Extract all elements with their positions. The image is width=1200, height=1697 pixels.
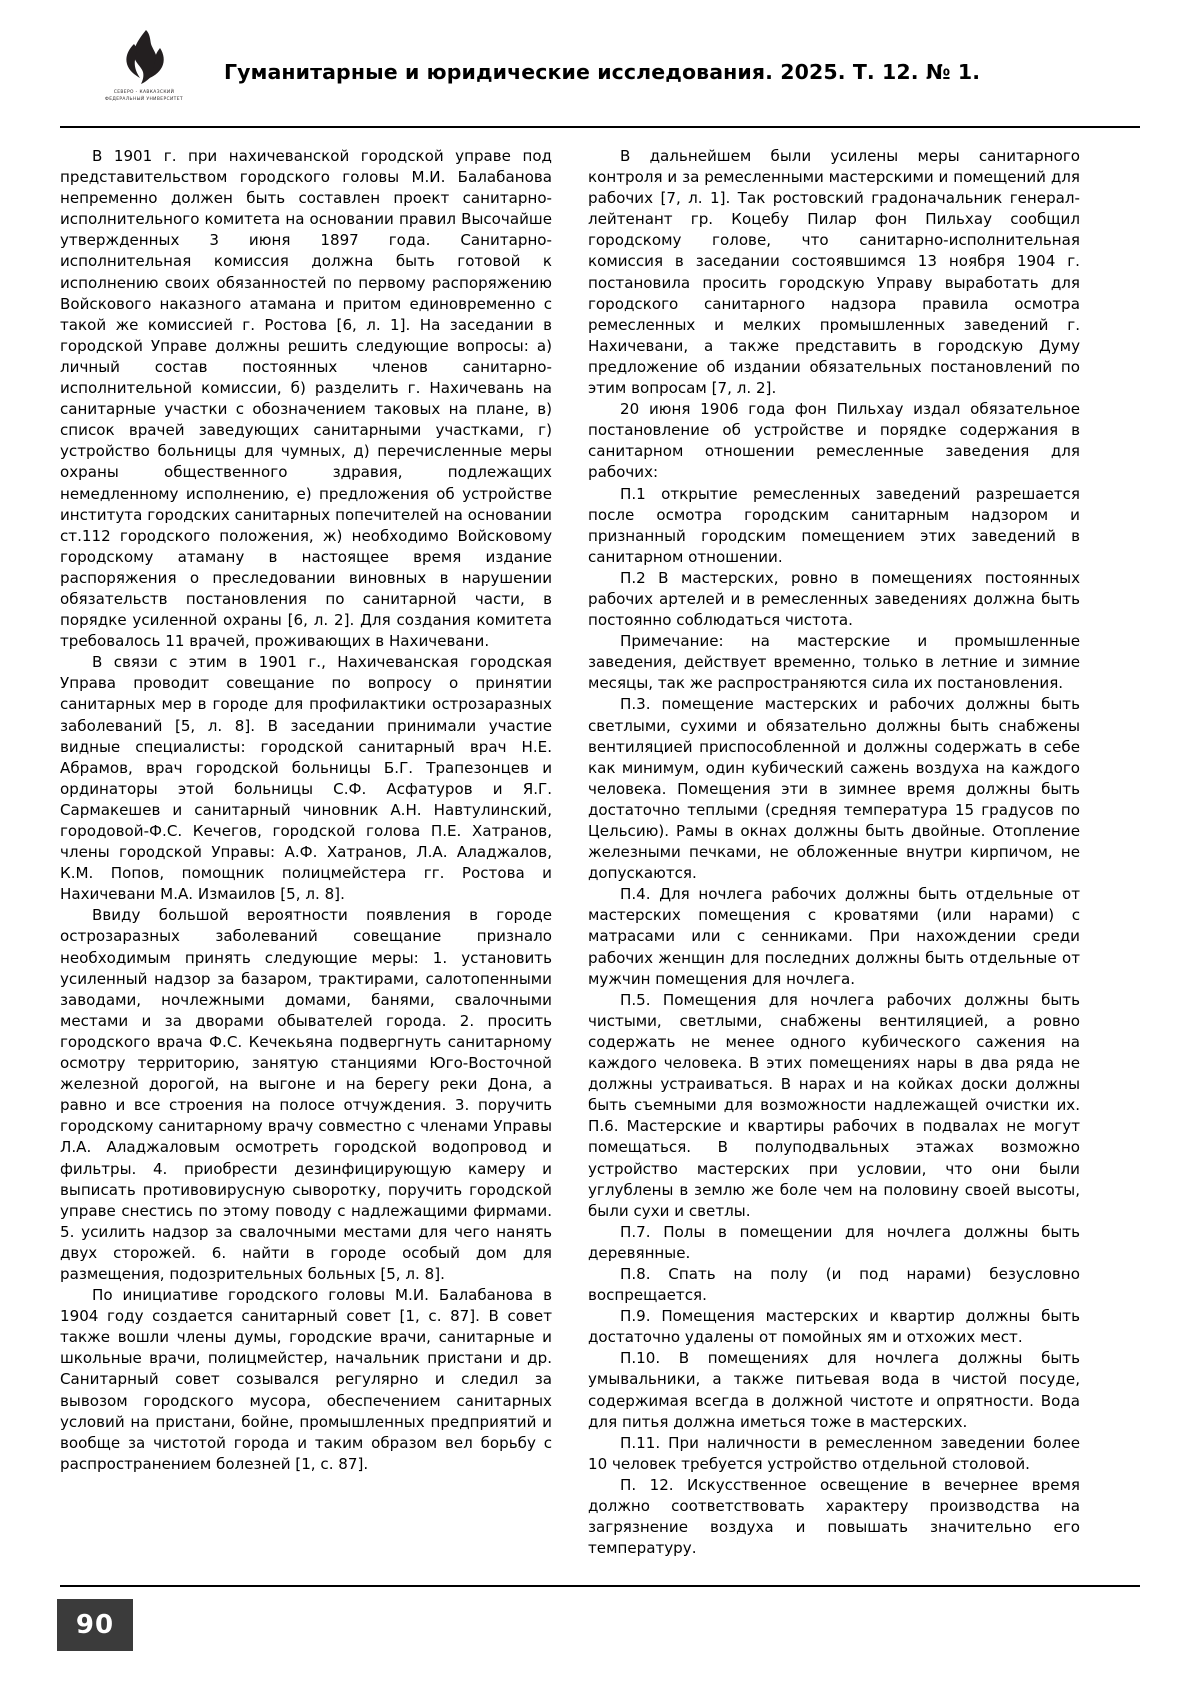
page-header: [0, 0, 1200, 118]
paragraph: В связи с этим в 1901 г., Нахичеванская городская Управа проводит совещание по вопросу о принятии санитарных мер в городе для профилактики острозаразных заболеваний [5, л. 8]. В заседании принимали участие видные специалисты: городской санитарный врач Н.Е. Абрамов, врач городской больницы Б.Г. Трапезонцев и ординаторы этой больницы С.Ф. Асфатуров и Я.Г. Сармакешев и санитарный чиновник А.Н. Навтулинский, городовой-Ф.С. Кечегов, городской голова П.Е. Хатранов, члены городской Управы: А.Ф. Хатранов, Л.А. Аладжалов, К.М. Попов, помощник полицмейстера гг. Ростова и Нахичевани М.А. Измаилов [5, л. 8].: [60, 653, 552, 904]
paragraph: П.8. Спать на полу (и под нарами) безусловно воспрещается.: [588, 1264, 1080, 1305]
logo-caption: [92, 90, 196, 103]
journal-title: Гуманитарные и юридические исследования. 2025. Т. 12. № 1.: [224, 60, 981, 84]
page-number: 90: [57, 1599, 133, 1651]
paragraph: П.5. Помещения для ночлега рабочих должны быть чистыми, светлыми, снабжены вентиляцией, а ровно содержать не менее одного кубического сажения на каждого человека. В этих помещениях нары в два ряда не должны устраиваться. В нарах и на койках доски должны быть съемными для возможности надлежащей очистки их. П.6. Мастерские и квартиры рабочих в подвалах не могут помещаться. В полуподвальных этажах возможно устройство мастерских при условии, что они были углублены в землю же боле чем на половину своей высоты, были сухи и светлы.: [588, 990, 1080, 1220]
paragraph: Примечание: на мастерские и промышленные заведения, действует временно, только в летние и зимние месяцы, так же распространяются сила их постановления.: [588, 632, 1080, 693]
paragraph: Ввиду большой вероятности появления в городе острозаразных заболеваний совещание признало необходимым принять следующие меры: 1. установить усиленный надзор за базаром, трактирами, салотопенными заводами, ночлежными домами, банями, свалочными местами и за дворами обывателей города. 2. просить городского врача Ф.С. Кечекьяна подвергнуть санитарному осмотру территорию, занятую станциями Юго-Восточной железной дорогой, на выгоне и на берегу реки Дона, а равно и все строения на полосе отчуждения. 3. поручить городскому санитарному врачу совместно с членами Управы Л.А. Аладжаловым осмотреть городской водопровод и фильтры. 4. приобрести дезинфицирующую камеру и выписать противовирусную сыворотку, поручить городской управе снестись по этому поводу с надлежащими фирмами. 5. усилить надзор за свалочными местами для чего нанять двух сторожей. 6. найти в городе особый дом для размещения, подозрительных больных [5, л. 8].: [60, 906, 552, 1283]
footer-divider: [60, 1585, 1140, 1587]
right-column: [588, 146, 1080, 1558]
paragraph: П.11. При наличности в ремесленном заведении более 10 человек требуется устройство отдельной столовой.: [588, 1433, 1080, 1473]
paragraph: П.4. Для ночлега рабочих должны быть отдельные от мастерских помещения с кроватями (или нарами) с матрасами или с сенниками. При нахождении среди рабочих женщин для последних должны быть отдельные от мужчин помещения для ночлега.: [588, 885, 1080, 988]
paragraph: В 1901 г. при нахичеванской городской управе под представительством городского головы М.И. Балабанова непременно должен быть составлен проект санитарно-исполнительного комитета на основании правил Высочайше утвержденных 3 июня 1897 года. Санитарно-исполнительная комиссия должна быть готовой к исполнению своих обязанностей по первому распоряжению Войскового наказного атамана и притом единовременно с такой же комиссией г. Ростова [6, л. 1]. На заседании в городской Управе должны решить следующие вопросы: а) личный состав постоянных членов санитарно-исполнительной комиссии, б) разделить г. Нахичевань на санитарные участки с обозначением таковых на плане, в) список врачей заведующих санитарными участками, г) устройство больницы для чумных, д) перечисленные меры охраны общественного здравия, подлежащих немедленному исполнению, е) предложения об устройстве института городских санитарных попечителей на основании ст.112 городского положения, ж) необходимо Войсковому городскому атаману в настоящее время издание распоряжения о преследовании виновных в нарушении обязательств постановления по санитарной части, в порядке усиленной охраны [6, л. 2]. Для создания комитета требовалось 11 врачей, проживающих в Нахичевани.: [60, 147, 552, 651]
paragraph: П. 12. Искусственное освещение в вечернее время должно соответствовать характеру производства на загрязнение воздуха и повышать значительно его температуру.: [588, 1475, 1080, 1558]
paragraph: П.7. Полы в помещении для ночлега должны быть деревянные.: [588, 1222, 1080, 1262]
left-column: [60, 146, 552, 1538]
paragraph: П.1 открытие ремесленных заведений разрешается после осмотра городским санитарным надзором и признанный городским помещением этих заведений в санитарном отношении.: [588, 484, 1080, 566]
logo-caption-line2: ФЕДЕРАЛЬНЫЙ УНИВЕРСИТЕТ: [105, 96, 183, 102]
university-logo: [92, 28, 196, 116]
paragraph: П.3. помещение мастерских и рабочих должны быть светлыми, сухими и обязательно должны быть снабжены вентиляцией приспособленной и должны содержать в себе как минимум, один кубический сажень воздуха на каждого человека. Помещения эти в зимнее время должны быть достаточно теплыми (средняя температура 15 градусов по Цельсию). Рамы в окнах должны быть двойные. Отопление железными печками, не обложенные внутри кирпичом, не допускаются.: [588, 695, 1080, 883]
paragraph: В дальнейшем были усилены меры санитарного контроля и за ремесленными мастерскими и помещений для рабочих [7, л. 1]. Так ростовский градоначальник генерал-лейтенант гр. Коцебу Пилар фон Пильхау сообщил городскому голове, что санитарно-исполнительная комиссия в заседании состоявшимся 13 ноября 1904 г. постановила просить городскую Управу выработать для городского санитарного надзора правила осмотра ремесленных и мелких промышленных заведений г. Нахичевани, а также представить в городскую Думу предложение об издании обязательных постановлений по этим вопросам [7, л. 2].: [588, 147, 1080, 398]
paragraph: По инициативе городского головы М.И. Балабанова в 1904 году создается санитарный совет [1, с. 87]. В совет также вошли члены думы, городские врачи, санитарные и школьные врачи, полицмейстер, начальник пристани и др. Санитарный совет созывался регулярно и следил за вывозом городского мусора, обеспечением санитарных условий на пристани, бойне, промышленных предприятий и вообще за чистотой города и таким образом вел борьбу с распространением болезней [1, с. 87].: [60, 1286, 552, 1473]
paragraph: П.2 В мастерских, ровно в помещениях постоянных рабочих артелей и в ремесленных заведениях должна быть постоянно соблюдаться чистота.: [588, 568, 1080, 630]
flame-icon: [116, 28, 172, 88]
logo-caption-line1: СЕВЕРО - КАВКАЗСКИЙ: [113, 90, 175, 95]
paragraph: П.9. Помещения мастерских и квартир должны быть достаточно удалены от помойных ям и отхожих мест.: [588, 1307, 1080, 1347]
paragraph: П.10. В помещениях для ночлега должны быть умывальники, а также питьевая вода в чистой посуде, содержимая всегда в должной чистоте и опрятности. Вода для питья должна иметься тоже в мастерских.: [588, 1349, 1080, 1431]
page-footer: [0, 1585, 1200, 1697]
paragraph: 20 июня 1906 года фон Пильхау издал обязательное постановление об устройстве и порядке содержания в санитарном отношении ремесленные заведения для рабочих:: [588, 400, 1080, 482]
page-body: [0, 128, 1200, 1558]
